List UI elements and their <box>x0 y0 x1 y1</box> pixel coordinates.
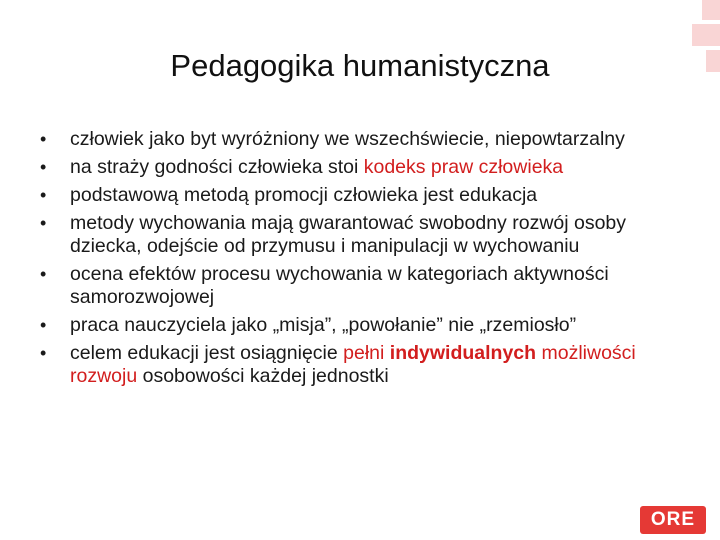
bullet-text-segment: praca nauczyciela jako „misja”, „powołanie” nie „rzemiosło” <box>70 314 577 336</box>
bullet-dot-icon: • <box>40 157 47 177</box>
bullet-dot-icon: • <box>40 343 47 363</box>
bullet-text-segment: możliwości rozwoju <box>70 342 636 387</box>
ore-logo: ORE <box>640 506 706 534</box>
bullet-text-segment: kodeks praw człowieka <box>363 156 564 178</box>
bullet-item <box>40 342 700 388</box>
bullet-item <box>40 263 700 309</box>
bullet-item <box>40 212 700 258</box>
bullet-dot-icon: • <box>40 315 47 335</box>
bullet-dot-icon: • <box>40 129 47 149</box>
slide-title: Pedagogika humanistyczna <box>170 48 550 83</box>
bullet-text-segment: na straży godności człowieka stoi <box>70 156 364 178</box>
bullet-text-segment: celem edukacji jest osiągnięcie <box>70 342 344 364</box>
bullet-text-segment: podstawową metodą promocji człowieka jest edukacja <box>70 184 538 206</box>
bullet-text-segment: metody wychowania mają gwarantować swobodny rozwój osoby dziecka, odejście od przymusu i manipulacji w wychowaniu <box>70 212 627 257</box>
bullet-text-segment: pełni <box>343 342 390 364</box>
bullet-item <box>40 128 700 151</box>
bullet-text-segment: osobowości każdej jednostki <box>137 365 389 387</box>
bullet-item <box>40 184 700 207</box>
bullet-text-segment: indywidualnych <box>389 342 537 364</box>
bullet-item <box>40 156 700 179</box>
bullet-dot-icon: • <box>40 264 47 284</box>
bullet-text-segment: człowiek jako byt wyróżniony we wszechświecie, niepowtarzalny <box>70 128 625 150</box>
bullet-text-segment: ocena efektów procesu wychowania w kategoriach aktywności samorozwojowej <box>70 263 609 308</box>
bullet-dot-icon: • <box>40 213 47 233</box>
bullet-item <box>40 314 700 337</box>
bullet-dot-icon: • <box>40 185 47 205</box>
bullet-list <box>40 128 700 393</box>
